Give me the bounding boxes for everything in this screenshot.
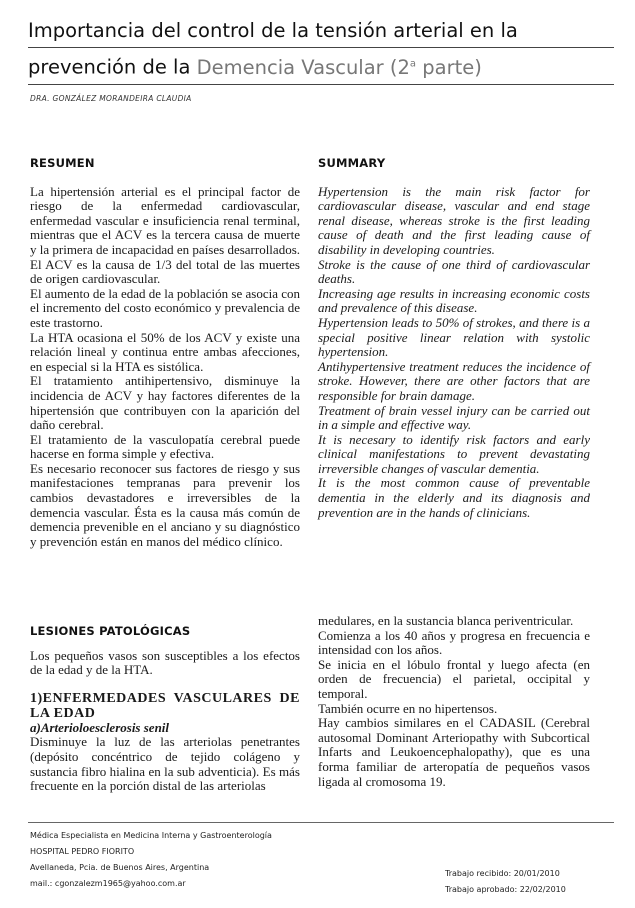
summary-paragraph: Antihypertensive treatment reduces the incidence of stroke. However, there are other factors that are responsible for brain damage. bbox=[318, 358, 590, 403]
lesiones-column bbox=[30, 624, 300, 794]
continuation-paragraph: También ocurre en no hipertensos. bbox=[318, 700, 498, 716]
summary-paragraph: Hypertension leads to 50% of strokes, and there is a special positive linear relation with systolic hypertension. bbox=[318, 314, 590, 360]
summary-paragraph: Stroke is the cause of one third of cardiovascular deaths. bbox=[318, 256, 590, 287]
title-rule-2 bbox=[28, 84, 614, 85]
continuation-paragraph: Hay cambios similares en el CADASIL (Cerebral autosomal Dominant Arteriopathy with Subcortical Infarts and Leukoencephalopathy), que es una forma familiar de arteropatía de pequeños vasos ligada al cromosoma 19. bbox=[318, 715, 590, 789]
resumen-paragraph: Es necesario reconocer sus factores de riesgo y sus manifestaciones tempranas para prevenir los cambios devastadores e irreversibles de la demencia vascular. Ésta es la causa más común de demencia prevenible en el anciano y su diagnóstico y prevención están en manos del médico clínico. bbox=[30, 460, 300, 549]
footer-specialty: Médica Especialista en Medicina Interna y Gastroenterología bbox=[30, 831, 272, 840]
continuation-column bbox=[318, 614, 590, 789]
footer-affiliation bbox=[30, 828, 272, 892]
summary-paragraph: It is the most common cause of preventable dementia in the elderly and its diagnosis and prevention are in the hands of clinicians. bbox=[318, 475, 590, 520]
continuation-paragraph: medulares, en la sustancia blanca periventricular. bbox=[318, 613, 574, 628]
footer-received: Trabajo recibido: 20/01/2010 bbox=[445, 869, 560, 878]
summary-paragraph: Increasing age results in increasing economic costs and prevalence of this disease. bbox=[318, 285, 590, 316]
summary-paragraph: Treatment of brain vessel injury can be carried out in a simple and effective way. bbox=[318, 402, 590, 433]
resumen-paragraph: El tratamiento antihipertensivo, disminuye la incidencia de ACV y hay factores diferentes de la hipertensión que contribuyen con la aparición del daño cerebral. bbox=[30, 373, 300, 433]
resumen-column bbox=[30, 156, 300, 549]
summary-heading: SUMMARY bbox=[318, 156, 386, 170]
title-suffix: parte) bbox=[416, 55, 482, 79]
subsection-title: a)Arterioloesclerosis senil bbox=[30, 719, 170, 735]
footer-rule bbox=[28, 822, 614, 823]
title-highlight bbox=[197, 56, 482, 79]
footer-approved: Trabajo aprobado: 22/02/2010 bbox=[445, 885, 566, 894]
article-title bbox=[28, 14, 618, 84]
summary-column bbox=[318, 156, 590, 520]
title-line-1: Importancia del control de la tensión arterial en la bbox=[28, 19, 518, 42]
summary-paragraph: It is necesary to identify risk factors and early clinical manifestations to prevent devastating irreversible changes of vascular dementia. bbox=[318, 431, 590, 476]
footer-hospital: HOSPITAL PEDRO FIORITO bbox=[30, 847, 135, 856]
title-line-2 bbox=[28, 47, 618, 84]
author-name: DRA. GONZÁLEZ MORANDEIRA CLAUDIA bbox=[30, 94, 192, 103]
continuation-paragraph: Comienza a los 40 años y progresa en frecuencia e intensidad con los años. bbox=[318, 627, 590, 658]
continuation-paragraph: Se inicia en el lóbulo frontal y luego afecta (en orden de frecuencia) el parietal, occipital y temporal. bbox=[318, 656, 590, 701]
title-rule-1 bbox=[28, 47, 614, 48]
lesiones-body: Disminuye la luz de las arteriolas penetrantes (depósito concéntrico de tejido colágeno y sustancia fibro hialina en la sub adventicia). Es más frecuente en la porción distal de las arteriolas bbox=[30, 734, 300, 794]
resumen-paragraph: El aumento de la edad de la población se asocia con el incremento del costo económico y prevalencia de este trastorno. bbox=[30, 285, 301, 330]
title-highlight-text: Demencia Vascular (2 bbox=[196, 55, 410, 79]
resumen-paragraph: La hipertensión arterial es el principal factor de riesgo de la enfermedad cardiovascular, enfermedad vascular e insuficiencia renal terminal, mientras que el ACV es la tercera causa de muerte y la primera de incapacidad en países desarrollados. bbox=[30, 183, 300, 257]
footer-dates bbox=[445, 866, 566, 898]
title-prefix: prevención de la bbox=[28, 55, 197, 79]
summary-paragraph: Hypertension is the main risk factor for cardiovascular disease, vascular and end stage renal disease, whereas stroke is the first leading cause of death and the first leading cause of disability in developing countries. bbox=[318, 183, 590, 257]
title-superscript: a bbox=[409, 58, 417, 69]
resumen-paragraph: El tratamiento de la vasculopatía cerebral puede hacerse en forma simple y efectiva. bbox=[30, 431, 300, 462]
footer-mail: mail.: cgonzalezm1965@yahoo.com.ar bbox=[30, 879, 186, 888]
resumen-paragraph: La HTA ocasiona el 50% de los ACV y existe una relación lineal y continua entre ambas afecciones, en especial si la HTA es sistólica. bbox=[30, 329, 300, 374]
resumen-heading: RESUMEN bbox=[30, 156, 95, 170]
footer-location: Avellaneda, Pcia. de Buenos Aires, Argentina bbox=[30, 863, 210, 872]
resumen-paragraph: El ACV es la causa de 1/3 del total de las muertes de origen cardiovascular. bbox=[30, 256, 300, 287]
lesiones-intro: Los pequeños vasos son susceptibles a los efectos de la edad y de la HTA. bbox=[30, 647, 300, 678]
section-title: 1)ENFERMEDADES VASCULARES DE LA EDAD bbox=[30, 690, 300, 721]
lesiones-heading: LESIONES PATOLÓGICAS bbox=[30, 624, 191, 638]
